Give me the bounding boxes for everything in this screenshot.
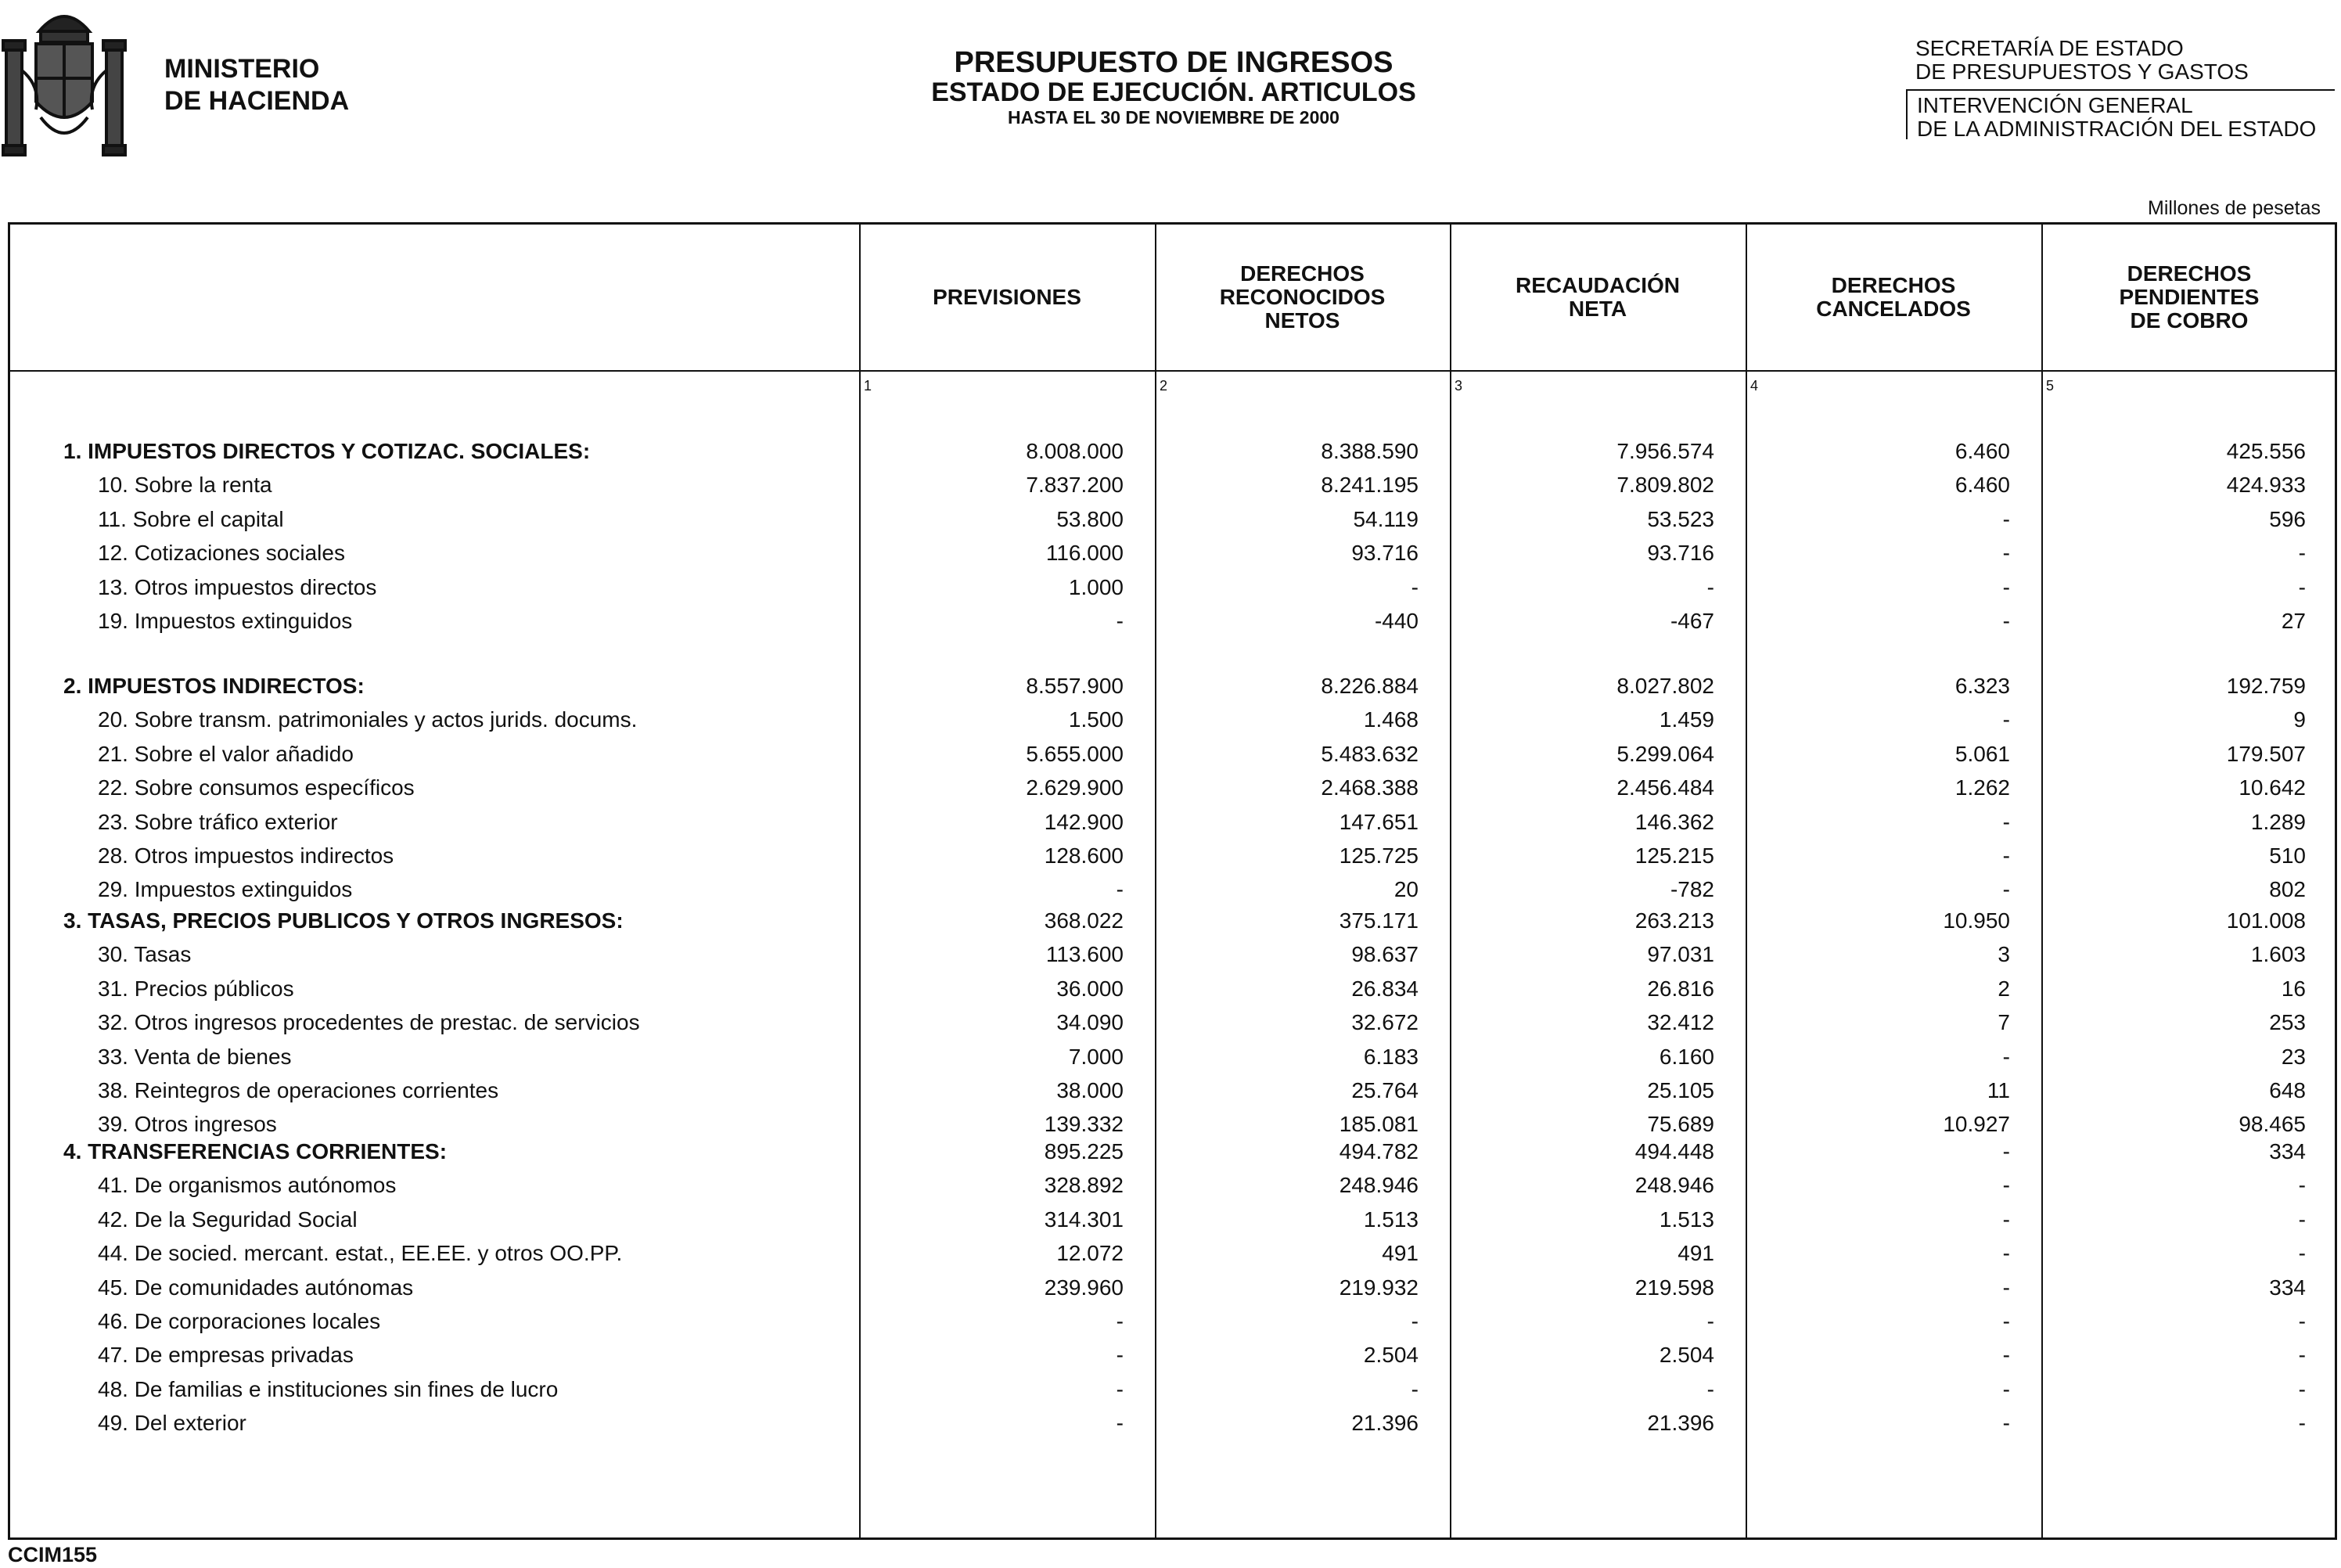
cell-value: 16 [2281, 976, 2306, 1001]
row-label: 1. IMPUESTOS DIRECTOS Y COTIZAC. SOCIALES: [63, 439, 591, 463]
cell-value: - [2298, 1309, 2306, 1333]
secretaria-line1: SECRETARÍA DE ESTADO [1915, 36, 2184, 60]
cell-value: 8.241.195 [1321, 473, 1419, 498]
cell-value: 25.105 [1647, 1078, 1714, 1102]
cell-value: 7.809.802 [1616, 473, 1714, 498]
cell-value: 5.483.632 [1321, 741, 1419, 766]
cell-value: - [2002, 1241, 2010, 1266]
cell-value: - [2002, 843, 2010, 868]
row-label: 2. IMPUESTOS INDIRECTOS: [63, 674, 365, 698]
cell-value: - [2298, 1411, 2306, 1436]
table-row [10, 872, 2335, 906]
table-row [10, 771, 2335, 804]
ministry-name [164, 53, 349, 117]
report-title [782, 47, 1565, 128]
column-number: 1 [864, 378, 872, 394]
title-line1: PRESUPUESTO DE INGRESOS [954, 46, 1393, 79]
table-row [10, 604, 2335, 638]
cell-value: 802 [2269, 877, 2306, 902]
table-row [10, 1074, 2335, 1107]
cell-value: 334 [2269, 1139, 2306, 1163]
cell-value: 38.000 [1056, 1078, 1124, 1102]
secretaria-line2: DE PRESUPUESTOS Y GASTOS [1915, 59, 2249, 84]
cell-value: 10.642 [2239, 775, 2306, 800]
row-label: 28. Otros impuestos indirectos [98, 843, 394, 868]
table-row [10, 536, 2335, 570]
cell-value: 93.716 [1647, 541, 1714, 566]
cell-value: 26.834 [1351, 976, 1419, 1001]
cell-value: 20 [1393, 877, 1419, 902]
row-label: 48. De familias e instituciones sin fines de lucro [98, 1376, 559, 1401]
table-row [10, 972, 2335, 1005]
row-label: 22. Sobre consumos específicos [98, 775, 415, 800]
row-label: 3. TASAS, PRECIOS PUBLICOS Y OTROS INGRESOS: [63, 908, 624, 933]
cell-value: 53.800 [1056, 506, 1124, 531]
cell-value: - [2298, 574, 2306, 599]
table-row [10, 570, 2335, 604]
column-number: 2 [1160, 378, 1168, 394]
cell-value: 146.362 [1634, 809, 1714, 834]
table-row [10, 1236, 2335, 1270]
row-label: 21. Sobre el valor añadido [98, 741, 354, 766]
table-group-row [10, 434, 2335, 468]
column-header: DERECHOS RECONOCIDOS NETOS [1219, 261, 1386, 333]
cell-value: 8.008.000 [1026, 439, 1124, 463]
cell-value: 32.412 [1647, 1010, 1714, 1035]
row-label: 45. De comunidades autónomas [98, 1275, 414, 1300]
row-label: 46. De corporaciones locales [98, 1309, 381, 1333]
cell-value: 248.946 [1634, 1173, 1714, 1198]
cell-value: 6.160 [1659, 1044, 1714, 1069]
cell-value: 36.000 [1056, 976, 1124, 1001]
budget-table [8, 222, 2337, 1540]
cell-value: 7.956.574 [1616, 439, 1714, 463]
cell-value: 1.603 [2250, 942, 2306, 967]
table-row [10, 502, 2335, 536]
table-row [10, 1338, 2335, 1372]
coat-of-arms-logo [2, 0, 127, 161]
cell-value: 139.332 [1044, 1112, 1124, 1137]
row-label: 30. Tasas [98, 942, 192, 967]
table-row [10, 1040, 2335, 1074]
cell-value: 2.504 [1363, 1343, 1419, 1368]
cell-value: 32.672 [1351, 1010, 1419, 1035]
cell-value: -440 [1374, 609, 1419, 633]
column-number: 5 [2046, 378, 2055, 394]
cell-value: - [2298, 1241, 2306, 1266]
cell-value: 8.226.884 [1321, 674, 1419, 698]
cell-value: 7.000 [1068, 1044, 1124, 1069]
cell-value: 98.637 [1351, 942, 1419, 967]
cell-value: 334 [2269, 1275, 2306, 1300]
cell-value: 21.396 [1351, 1411, 1419, 1436]
title-line2: ESTADO DE EJECUCIÓN. ARTICULOS [931, 77, 1416, 107]
ministry-line1: MINISTERIO [164, 54, 320, 84]
row-label: 13. Otros impuestos directos [98, 574, 377, 599]
cell-value: 2.456.484 [1616, 775, 1714, 800]
cell-value: - [2002, 1309, 2010, 1333]
cell-value: 8.388.590 [1321, 439, 1419, 463]
cell-value: 179.507 [2226, 741, 2306, 766]
row-label: 31. Precios públicos [98, 976, 294, 1001]
row-label: 42. De la Seguridad Social [98, 1207, 358, 1232]
cell-value: 2.629.900 [1026, 775, 1124, 800]
cell-value: - [2002, 877, 2010, 902]
row-label: 12. Cotizaciones sociales [98, 541, 345, 566]
cell-value: 98.465 [2239, 1112, 2306, 1137]
cell-value: - [2298, 1207, 2306, 1232]
cell-value: 34.090 [1056, 1010, 1124, 1035]
row-label: 49. Del exterior [98, 1411, 246, 1436]
cell-value: - [1411, 574, 1419, 599]
cell-value: 219.932 [1339, 1275, 1419, 1300]
row-label: 4. TRANSFERENCIAS CORRIENTES: [63, 1139, 448, 1163]
row-label: 41. De organismos autónomos [98, 1173, 397, 1198]
table-row [10, 1005, 2335, 1039]
cell-value: - [1116, 609, 1124, 633]
cell-value: 5.299.064 [1616, 741, 1714, 766]
cell-value: 494.782 [1339, 1139, 1419, 1163]
column-header: RECAUDACIÓN NETA [1516, 273, 1680, 321]
cell-value: 328.892 [1044, 1173, 1124, 1198]
cell-value: - [2298, 541, 2306, 566]
cell-value: 6.460 [1954, 439, 2010, 463]
cell-value: 253 [2269, 1010, 2306, 1035]
table-row [10, 937, 2335, 971]
cell-value: 54.119 [1353, 506, 1419, 531]
cell-value: 1.262 [1954, 775, 2010, 800]
table-row [10, 703, 2335, 736]
table-row [10, 468, 2335, 502]
table-row [10, 839, 2335, 872]
row-label: 23. Sobre tráfico exterior [98, 809, 338, 834]
intervencion-line1: INTERVENCIÓN GENERAL [1917, 93, 2193, 117]
cell-value: 10.950 [1943, 908, 2010, 933]
cell-value: 12.072 [1056, 1241, 1124, 1266]
cell-value: 11 [1987, 1078, 2010, 1102]
column-header: DERECHOS CANCELADOS [1816, 273, 1971, 321]
cell-value: - [2298, 1376, 2306, 1401]
intervencion-line2: DE LA ADMINISTRACIÓN DEL ESTADO [1917, 117, 2317, 141]
cell-value: - [2002, 506, 2010, 531]
cell-value: 1.000 [1068, 574, 1124, 599]
cell-value: 1.459 [1659, 707, 1714, 732]
row-label: 11. Sobre el capital [98, 506, 284, 531]
cell-value: 1.289 [2250, 809, 2306, 834]
cell-value: 375.171 [1339, 908, 1419, 933]
cell-value: 2 [1998, 976, 2010, 1001]
row-label: 20. Sobre transm. patrimoniales y actos jurids. docums. [98, 707, 638, 732]
row-label: 38. Reintegros de operaciones corrientes [98, 1078, 499, 1102]
cell-value: - [1411, 1309, 1419, 1333]
cell-value: 596 [2269, 506, 2306, 531]
cell-value: 6.183 [1363, 1044, 1419, 1069]
cell-value: 142.900 [1044, 809, 1124, 834]
cell-value: - [2298, 1173, 2306, 1198]
cell-value: 97.031 [1647, 942, 1714, 967]
cell-value: 27 [2281, 609, 2306, 633]
title-date: HASTA EL 30 DE NOVIEMBRE DE 2000 [1008, 107, 1340, 128]
cell-value: 491 [1382, 1241, 1419, 1266]
table-group-row [10, 669, 2335, 703]
row-label: 10. Sobre la renta [98, 473, 272, 498]
cell-value: 116.000 [1045, 541, 1124, 566]
column-number: 4 [1750, 378, 1759, 394]
cell-value: - [2002, 1044, 2010, 1069]
row-label: 33. Venta de bienes [98, 1044, 292, 1069]
table-row [10, 1406, 2335, 1440]
row-label: 47. De empresas privadas [98, 1343, 354, 1368]
cell-value: 648 [2269, 1078, 2306, 1102]
cell-value: 8.027.802 [1616, 674, 1714, 698]
cell-value: 2.468.388 [1321, 775, 1419, 800]
cell-value: 192.759 [2226, 674, 2306, 698]
table-row [10, 1271, 2335, 1304]
row-label: 39. Otros ingresos [98, 1112, 277, 1137]
row-label: 29. Impuestos extinguidos [98, 877, 353, 902]
cell-value: 248.946 [1339, 1173, 1419, 1198]
column-number: 3 [1455, 378, 1463, 394]
cell-value: 6.460 [1954, 473, 2010, 498]
cell-value: 9 [2293, 707, 2306, 732]
cell-value: 425.556 [2226, 439, 2306, 463]
column-header: DERECHOS PENDIENTES DE COBRO [2119, 261, 2260, 333]
cell-value: - [2002, 541, 2010, 566]
cell-value: 368.022 [1044, 908, 1124, 933]
table-row [10, 1203, 2335, 1236]
row-label: 44. De socied. mercant. estat., EE.EE. y otros OO.PP. [98, 1241, 623, 1266]
cell-value: - [1706, 1309, 1714, 1333]
cell-value: 185.081 [1339, 1112, 1419, 1137]
units-label: Millones de pesetas [2148, 197, 2321, 219]
cell-value: 7 [1998, 1010, 2010, 1035]
column-header: PREVISIONES [933, 285, 1081, 309]
cell-value: - [1116, 1343, 1124, 1368]
cell-value: 128.600 [1044, 843, 1124, 868]
cell-value: 10.927 [1943, 1112, 2010, 1137]
cell-value: - [2298, 1343, 2306, 1368]
cell-value: - [2002, 1343, 2010, 1368]
cell-value: - [2002, 809, 2010, 834]
cell-value: - [1116, 1309, 1124, 1333]
secretaria-label [1915, 37, 2249, 84]
cell-value: - [1706, 574, 1714, 599]
cell-value: - [2002, 574, 2010, 599]
cell-value: 263.213 [1634, 908, 1714, 933]
cell-value: 424.933 [2226, 473, 2306, 498]
cell-value: 25.764 [1351, 1078, 1419, 1102]
cell-value: 491 [1678, 1241, 1714, 1266]
cell-value: 125.725 [1339, 843, 1419, 868]
cell-value: - [2002, 707, 2010, 732]
cell-value: 1.513 [1659, 1207, 1714, 1232]
cell-value: - [1706, 1376, 1714, 1401]
table-row [10, 1372, 2335, 1406]
row-label: 19. Impuestos extinguidos [98, 609, 353, 633]
cell-value: 21.396 [1647, 1411, 1714, 1436]
cell-value: 6.323 [1954, 674, 2010, 698]
cell-value: - [1116, 1411, 1124, 1436]
cell-value: 26.816 [1647, 976, 1714, 1001]
cell-value: 8.557.900 [1026, 674, 1124, 698]
cell-value: - [2002, 1275, 2010, 1300]
cell-value: 53.523 [1647, 506, 1714, 531]
cell-value: - [2002, 609, 2010, 633]
cell-value: 147.651 [1339, 809, 1419, 834]
cell-value: 510 [2269, 843, 2306, 868]
cell-value: - [1116, 1376, 1124, 1401]
cell-value: - [2002, 1139, 2010, 1163]
cell-value: 75.689 [1647, 1112, 1714, 1137]
table-row [10, 805, 2335, 839]
cell-value: 125.215 [1634, 843, 1714, 868]
cell-value: - [1116, 877, 1124, 902]
cell-value: -782 [1670, 877, 1714, 902]
cell-value: - [2002, 1376, 2010, 1401]
cell-value: 23 [2281, 1044, 2306, 1069]
cell-value: - [1411, 1376, 1419, 1401]
cell-value: - [2002, 1411, 2010, 1436]
cell-value: 5.655.000 [1026, 741, 1124, 766]
cell-value: 113.600 [1045, 942, 1124, 967]
cell-value: 895.225 [1044, 1139, 1124, 1163]
table-row [10, 1168, 2335, 1202]
header-divider [10, 370, 2335, 372]
cell-value: 239.960 [1044, 1275, 1124, 1300]
cell-value: 1.468 [1363, 707, 1419, 732]
cell-value: 7.837.200 [1026, 473, 1124, 498]
table-group-row [10, 904, 2335, 937]
cell-value: 494.448 [1634, 1139, 1714, 1163]
cell-value: 93.716 [1351, 541, 1419, 566]
row-label: 32. Otros ingresos procedentes de prestac. de servicios [98, 1010, 640, 1035]
cell-value: 314.301 [1044, 1207, 1124, 1232]
ministry-line2: DE HACIENDA [164, 86, 350, 116]
table-row [10, 1304, 2335, 1338]
cell-value: - [2002, 1173, 2010, 1198]
table-group-row [10, 1135, 2335, 1168]
intervencion-box [1906, 89, 2335, 139]
table-row [10, 737, 2335, 771]
cell-value: 5.061 [1954, 741, 2010, 766]
form-code: CCIM155 [8, 1543, 98, 1566]
cell-value: 101.008 [2226, 908, 2306, 933]
cell-value: 3 [1998, 942, 2010, 967]
cell-value: 1.513 [1363, 1207, 1419, 1232]
cell-value: 219.598 [1634, 1275, 1714, 1300]
cell-value: -467 [1670, 609, 1714, 633]
cell-value: - [2002, 1207, 2010, 1232]
cell-value: 2.504 [1659, 1343, 1714, 1368]
cell-value: 1.500 [1068, 707, 1124, 732]
